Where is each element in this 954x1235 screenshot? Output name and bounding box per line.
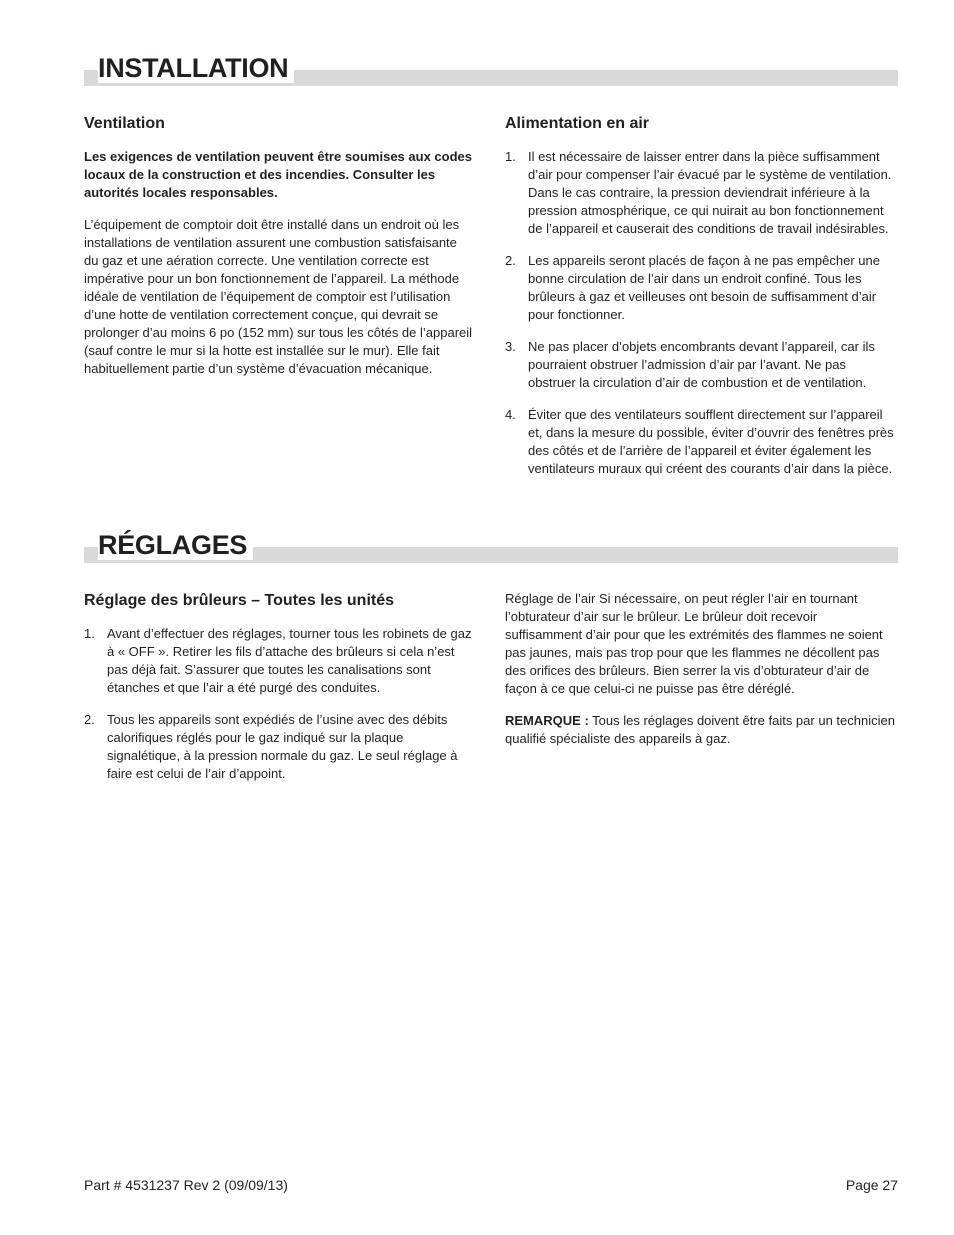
list-item xyxy=(84,625,474,697)
reglages-title: RÉGLAGES xyxy=(98,530,253,560)
air-supply-heading: Alimentation en air xyxy=(505,115,650,132)
list-item xyxy=(505,338,897,392)
note-label: REMARQUE : xyxy=(505,713,589,728)
list-item-text: Tous les appareils sont expédiés de l’usine avec des débits calorifiques réglés pour le gaz indiqué sur la plaque signalétique, à la pression normale du gaz. Le seul réglage à faire est celui de l’air d’appoint. xyxy=(107,712,458,781)
list-item-text: Avant d’effectuer des réglages, tourner tous les robinets de gaz à « OFF ». Retirer les fils d’attache des brûleurs si cela n’est pas déjà fait. S’assurer que toutes les canalisations sont étanches et que l’air a été purgé des conduites. xyxy=(107,626,472,695)
air-adjust-section xyxy=(505,590,897,762)
list-item-number: 1. xyxy=(505,149,516,164)
burner-adjust-heading: Réglage des brûleurs – Toutes les unités xyxy=(84,592,395,609)
ventilation-section xyxy=(84,114,474,392)
list-item-number: 1. xyxy=(84,626,95,641)
footer-part-number: Part # 4531237 Rev 2 (09/09/13) xyxy=(84,1177,288,1193)
air-adjust-text: Réglage de l’air Si nécessaire, on peut régler l’air en tournant l’obturateur d’air sur le brûleur. Le brûleur doit recevoir suffisamment d’air pour que les extrémités des flammes ne soient pas jaunes, mais pas trop pour que les flammes ne décollent pas des orifices des brûleurs. Bien serrer la vis d’obturateur d’air de façon à ce que celui-ci ne puisse pas être déréglé. xyxy=(505,591,883,696)
installation-title: INSTALLATION xyxy=(98,53,294,83)
list-item-number: 2. xyxy=(84,712,95,727)
list-item xyxy=(505,406,897,478)
burner-adjust-section xyxy=(84,591,474,797)
note-text: Tous les réglages doivent être faits par un technicien qualifié spécialiste des appareils à gaz. xyxy=(505,713,895,746)
air-supply-section xyxy=(505,114,897,492)
list-item-number: 3. xyxy=(505,339,516,354)
list-item-text: Les appareils seront placés de façon à ne pas empêcher une bonne circulation de l’air dans un endroit confiné. Tous les brûleurs à gaz et veilleuses ont besoin de suffisamment d’air pour fonctionner. xyxy=(528,253,880,322)
list-item xyxy=(505,148,897,238)
list-item-number: 2. xyxy=(505,253,516,268)
note-paragraph xyxy=(505,712,897,748)
air-supply-list xyxy=(505,148,897,478)
list-item-text: Ne pas placer d’objets encombrants devant l’appareil, car ils pourraient obstruer l’admission d’air par l’avant. Ne pas obstruer la circulation d’air de combustion et de ventilation. xyxy=(528,339,875,390)
footer-page-number: Page 27 xyxy=(845,1177,898,1193)
list-item xyxy=(505,252,897,324)
list-item-text: Il est nécessaire de laisser entrer dans la pièce suffisamment d’air pour compenser l’air évacué par le système de ventilation. Dans le cas contraire, la pression deviendrait inférieure à la pression atmosphérique, ce qui nuirait au bon fonctionnement de l’appareil et causerait des conditions de travail indésirables. xyxy=(528,149,892,236)
ventilation-body: L’équipement de comptoir doit être installé dans un endroit où les installations de ventilation assurent une combustion satisfaisante du gaz et une aération correcte. Une ventilation correcte est impérative pour un bon fonctionnement de l’appareil. La méthode idéale de ventilation de l’équipement de comptoir est l’utilisation d’une hotte de ventilation correctement conçue, qui devrait se prolonger d’au moins 6 po (152 mm) sur tous les côtés de l’appareil (sauf contre le mur si la hotte est installée sur le mur). Elle fait habituellement partie d’un système d’évacuation mécanique. xyxy=(84,217,473,376)
list-item-text: Éviter que des ventilateurs soufflent directement sur l’appareil et, dans la mesure du possible, éviter d’ouvrir des fenêtres près des côtés et de l’arrière de l’appareil et éviter également les ventilateurs muraux qui créent des courants d’air dans la pièce. xyxy=(528,407,894,476)
ventilation-warning: Les exigences de ventilation peuvent être soumises aux codes locaux de la construction et des incendies. Consulter les autorités locales responsables. xyxy=(84,149,472,200)
list-item xyxy=(84,711,474,783)
ventilation-heading: Ventilation xyxy=(84,115,165,132)
burner-adjust-list xyxy=(84,625,474,783)
list-item-number: 4. xyxy=(505,407,516,422)
